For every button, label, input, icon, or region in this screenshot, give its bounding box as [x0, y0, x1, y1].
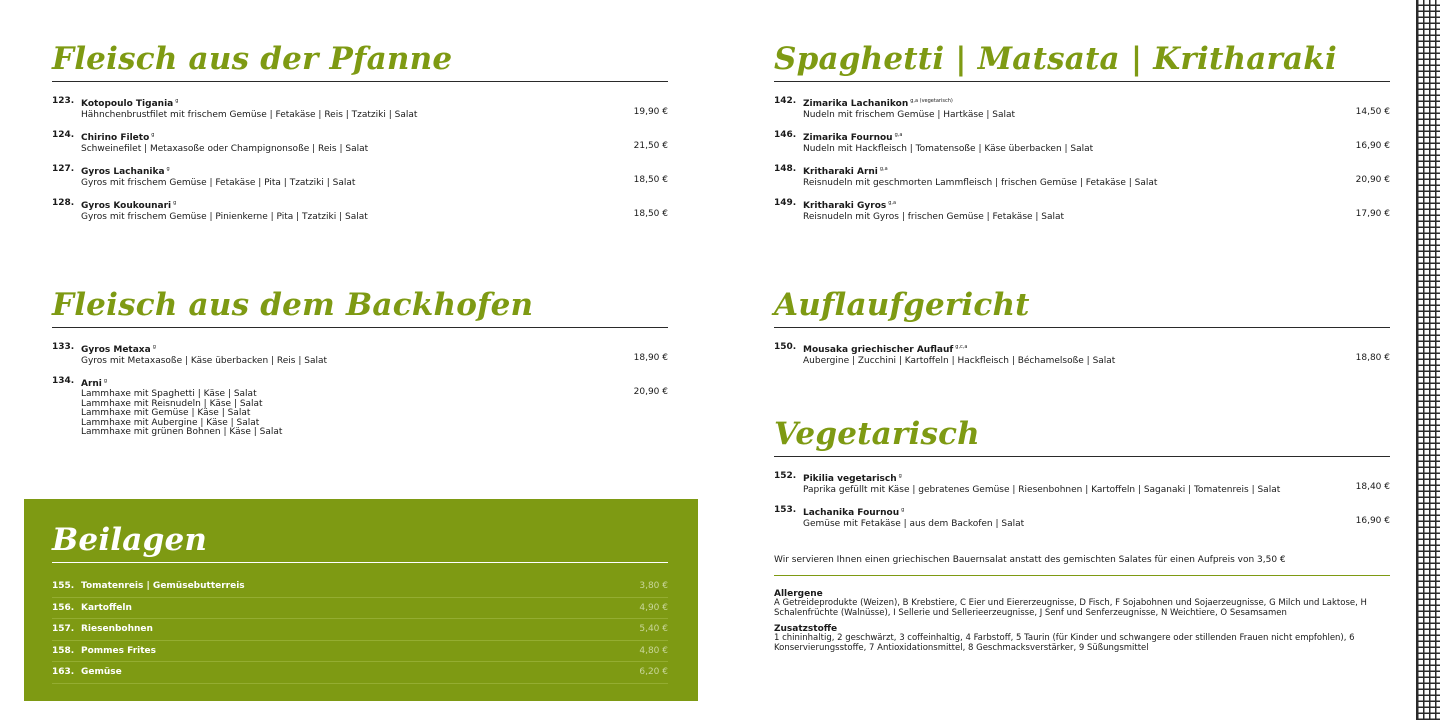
item-name: Zimarika Lachanikon: [803, 99, 909, 109]
divider: [774, 575, 1390, 576]
menu-item: [774, 471, 1390, 496]
menu-item: [52, 96, 668, 121]
item-name: Riesenbohnen: [81, 624, 153, 635]
allergen-codes: g: [151, 132, 155, 138]
zusatzstoffe-title: Zusatzstoffe: [774, 624, 838, 634]
item-description: Aubergine | Zucchini | Kartoffeln | Hackfleisch | Béchamelsoße | Salat: [803, 356, 1116, 366]
allergen-codes: g: [166, 166, 170, 172]
item-price: 18,50 €: [633, 209, 668, 219]
item-price: 16,90 €: [1355, 516, 1390, 526]
item-name: Kritharaki Gyros: [803, 201, 887, 211]
item-number: 163.: [52, 667, 75, 678]
item-description: Gemüse mit Fetakäse | aus dem Backofen | Salat: [803, 519, 1025, 529]
item-price: 4,90 €: [639, 602, 668, 613]
item-number: 155.: [52, 581, 75, 591]
menu-item: [774, 198, 1390, 223]
menu-item: [774, 164, 1390, 189]
item-name: Kritharaki Arni: [803, 167, 878, 177]
item-number: 134.: [52, 376, 75, 386]
section-title: Vegetarisch: [774, 419, 1390, 457]
item-price: 18,50 €: [633, 175, 668, 185]
item-name: Gyros Lachanika: [81, 167, 165, 177]
item-description: Reisnudeln mit Gyros | frischen Gemüse | Fetakäse | Salat: [803, 212, 1065, 222]
menu-list: [52, 96, 668, 223]
item-price: 4,80 €: [639, 645, 668, 656]
zusatzstoffe-text: 1 chininhaltig, 2 geschwärzt, 3 coffeinhaltig, 4 Farbstoff, 5 Taurin (für Kinder und schwangere oder stillenden Frauen nicht empfohlen), 6 Konservierungsstoffe, 7 Antioxidationsmittel, 8 Geschmacksverstärker, 9 Süßungsmittel: [774, 633, 1355, 653]
item-number: 152.: [774, 471, 797, 481]
item-number: 148.: [774, 164, 797, 174]
item-number: 149.: [774, 198, 797, 208]
item-number: 142.: [774, 96, 797, 106]
item-price: 18,40 €: [1355, 482, 1390, 492]
allergen-codes: g,a: [879, 166, 888, 172]
item-price: 16,90 €: [1355, 141, 1390, 151]
item-variant: Lammhaxe mit grünen Bohnen | Käse | Salat: [81, 427, 283, 437]
side-dish-row: [52, 619, 668, 641]
item-name: Lachanika Fournou: [803, 508, 900, 518]
item-name: Pikilia vegetarisch: [803, 474, 897, 484]
item-number: 146.: [774, 130, 797, 140]
item-name: Kotopoulo Tigania: [81, 99, 174, 109]
item-description: Nudeln mit Hackfleisch | Tomatensoße | Käse überbacken | Salat: [803, 144, 1094, 154]
allergene-title: Allergene: [774, 589, 823, 599]
item-description: Hähnchenbrustfilet mit frischem Gemüse | Fetakäse | Reis | Tzatziki | Salat: [81, 110, 418, 120]
section-vegetarisch: [774, 416, 1390, 530]
allergen-codes: g,a (vegetarisch): [910, 98, 953, 104]
item-description: Gyros mit frischem Gemüse | Pinienkerne | Pita | Tzatziki | Salat: [81, 212, 368, 222]
item-description: Nudeln mit frischem Gemüse | Hartkäse | Salat: [803, 110, 1016, 120]
allergen-codes: g: [152, 344, 156, 350]
item-number: 123.: [52, 96, 75, 106]
menu-item: [52, 130, 668, 155]
item-description: Gyros mit frischem Gemüse | Fetakäse | Pita | Tzatziki | Salat: [81, 178, 356, 188]
item-price: 17,90 €: [1355, 209, 1390, 219]
salad-note: Wir servieren Ihnen einen griechischen Bauernsalat anstatt des gemischten Salates für einen Aufpreis von 3,50 €: [774, 555, 1286, 565]
menu-item: [52, 376, 668, 438]
allergene-text: A Getreideprodukte (Weizen), B Krebstiere, C Eier und Eiererzeugnisse, D Fisch, F Sojabohnen und Sojaerzeugnisse, G Milch und Laktose, H Schalenfrüchte (Walnüsse), I Sellerie und Sellerieerzeugnisse, J Senf und Senferzeugnisse, N Weichtiere, O Sesamsamen: [774, 598, 1367, 618]
allergen-codes: g: [898, 473, 902, 479]
item-number: 124.: [52, 130, 75, 140]
section-spaghetti: [774, 41, 1390, 223]
item-variant: Lammhaxe mit Reisnudeln | Käse | Salat: [81, 398, 263, 409]
item-name: Mousaka griechischer Auflauf: [803, 345, 954, 355]
item-number: 157.: [52, 624, 75, 635]
item-price: 18,90 €: [633, 353, 668, 363]
item-number: 128.: [52, 198, 75, 208]
section-fleisch-backofen: [52, 287, 668, 438]
item-price: 20,90 €: [633, 387, 668, 397]
beilagen-list: [52, 576, 668, 684]
item-price: 21,50 €: [633, 141, 668, 151]
item-name: Tomatenreis | Gemüsebutterreis: [81, 581, 245, 591]
section-auflauf: [774, 287, 1390, 367]
item-name: Gyros Koukounari: [81, 201, 172, 211]
item-name: Chirino Fileto: [81, 133, 150, 143]
item-price: 6,20 €: [639, 667, 668, 678]
item-number: 153.: [774, 505, 797, 515]
item-name: Pommes Frites: [81, 645, 156, 656]
allergen-codes: g: [173, 200, 177, 206]
allergen-codes: g,a: [888, 200, 897, 206]
section-fleisch-pfanne: [52, 41, 668, 223]
side-dish-row: [52, 598, 668, 620]
greek-key-border: [1416, 0, 1440, 720]
allergen-codes: g: [103, 378, 108, 384]
item-name: Gyros Metaxa: [81, 345, 151, 355]
section-title: Fleisch aus dem Backhofen: [52, 290, 668, 328]
item-price: 18,80 €: [1355, 353, 1390, 363]
section-title: Fleisch aus der Pfanne: [52, 44, 668, 82]
menu-item: [774, 130, 1390, 155]
item-variant: Lammhaxe mit Gemüse | Käse | Salat: [81, 408, 251, 418]
menu-item: [52, 164, 668, 189]
menu-item: [774, 342, 1390, 367]
item-name: Zimarika Fournou: [803, 133, 893, 143]
item-variant: Lammhaxe mit Spaghetti | Käse | Salat: [81, 389, 257, 399]
menu-list: [52, 342, 668, 438]
item-description: Paprika gefüllt mit Käse | gebratenes Gemüse | Riesenbohnen | Kartoffeln | Saganaki | Tomatenreis | Salat: [803, 485, 1281, 495]
item-name: Kartoffeln: [81, 602, 132, 613]
item-name: Gemüse: [81, 667, 122, 678]
item-description: Reisnudeln mit geschmorten Lammfleisch | frischen Gemüse | Fetakäse | Salat: [803, 178, 1158, 188]
info-block: [774, 555, 1390, 653]
menu-item: [774, 96, 1390, 121]
item-name: Arni: [81, 379, 102, 389]
item-price: 20,90 €: [1355, 175, 1390, 185]
item-number: 133.: [52, 342, 75, 352]
menu-list: [774, 471, 1390, 530]
menu-list: [774, 342, 1390, 367]
section-title: Beilagen: [52, 525, 668, 563]
item-price: 19,90 €: [633, 107, 668, 117]
beilagen-box: [24, 499, 698, 701]
item-number: 158.: [52, 645, 75, 656]
section-title: Spaghetti | Matsata | Kritharaki: [774, 44, 1390, 82]
menu-item: [774, 505, 1390, 530]
section-title: Auflaufgericht: [774, 290, 1390, 328]
menu-list: [774, 96, 1390, 223]
item-description: Gyros mit Metaxasoße | Käse überbacken | Reis | Salat: [81, 356, 328, 366]
item-price: 5,40 €: [639, 624, 668, 635]
allergen-codes: g,a: [894, 132, 903, 138]
item-number: 127.: [52, 164, 75, 174]
item-description: Schweinefilet | Metaxasoße oder Champignonsoße | Reis | Salat: [81, 144, 369, 154]
allergen-codes: g: [901, 507, 905, 513]
item-price: 3,80 €: [639, 581, 668, 591]
item-number: 156.: [52, 602, 75, 613]
side-dish-row: [52, 576, 668, 598]
menu-item: [52, 342, 668, 367]
item-price: 14,50 €: [1355, 107, 1390, 117]
side-dish-row: [52, 662, 668, 684]
menu-item: [52, 198, 668, 223]
allergen-codes: g: [175, 98, 179, 104]
item-variant: Lammhaxe mit Aubergine | Käse | Salat: [81, 417, 260, 428]
side-dish-row: [52, 641, 668, 663]
allergen-codes: g,c,a: [955, 344, 968, 350]
item-number: 150.: [774, 342, 797, 352]
